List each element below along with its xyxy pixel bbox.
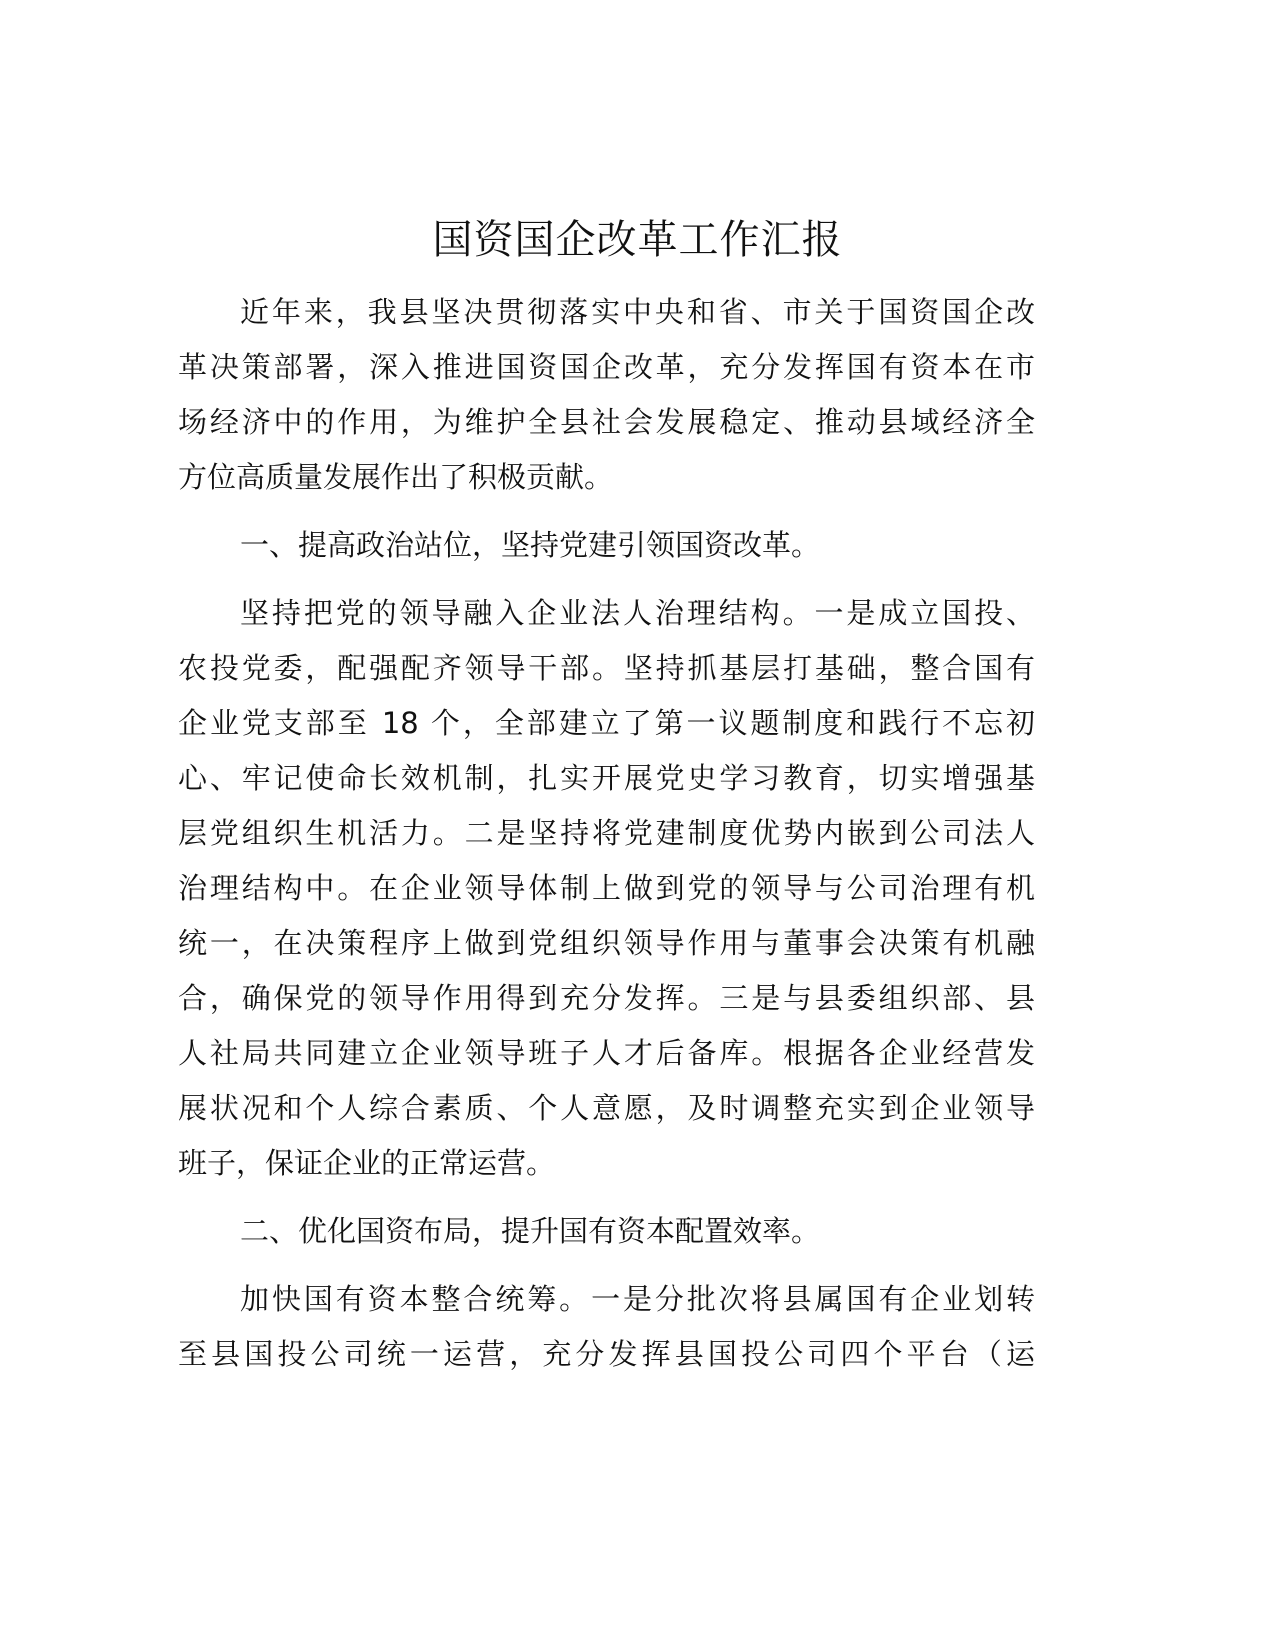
text-line: 展状况和个人综合素质、个人意愿，及时调整充实到企业领导 (178, 1091, 1035, 1125)
text-line: 统一，在决策程序上做到党组织领导作用与董事会决策有机融 (178, 926, 1035, 960)
document-title: 国资国企改革工作汇报 (432, 217, 843, 263)
section-heading (178, 518, 1035, 573)
text-line: 近年来，我县坚决贯彻落实中央和省、市关于国资国企改 (240, 295, 1035, 329)
text-line: 班子，保证企业的正常运营。 (178, 1146, 556, 1180)
text-line: 企业党支部至 18 个，全部建立了第一议题制度和践行不忘初 (178, 706, 1035, 740)
text-line: 层党组织生机活力。二是坚持将党建制度优势内嵌到公司法人 (178, 816, 1035, 850)
text-line: 心、牢记使命长效机制，扎实开展党史学习教育，切实增强基 (178, 761, 1035, 795)
section-heading (178, 1204, 1035, 1259)
text-line: 加快国有资本整合统筹。一是分批次将县属国有企业划转 (240, 1282, 1035, 1316)
text-line: 二、优化国资布局，提升国有资本配置效率。 (240, 1214, 821, 1248)
paragraph (178, 586, 1035, 1191)
text-line: 人社局共同建立企业领导班子人才后备库。根据各企业经营发 (178, 1036, 1035, 1070)
text-line: 坚持把党的领导融入企业法人治理结构。一是成立国投、 (240, 596, 1035, 630)
document-body (178, 285, 1035, 1395)
text-line: 治理结构中。在企业领导体制上做到党的领导与公司治理有机 (178, 871, 1035, 905)
paragraph (178, 285, 1035, 505)
text-line: 农投党委，配强配齐领导干部。坚持抓基层打基础，整合国有 (178, 651, 1035, 685)
paragraph (178, 1272, 1035, 1382)
text-line: 一、提高政治站位，坚持党建引领国资改革。 (240, 528, 821, 562)
text-line: 场经济中的作用，为维护全县社会发展稳定、推动县域经济全 (178, 405, 1035, 439)
text-line: 合，确保党的领导作用得到充分发挥。三是与县委组织部、县 (178, 981, 1035, 1015)
text-line: 革决策部署，深入推进国资国企改革，充分发挥国有资本在市 (178, 350, 1035, 384)
text-line: 至县国投公司统一运营，充分发挥县国投公司四个平台（运 (178, 1337, 1035, 1371)
text-line: 方位高质量发展作出了积极贡献。 (178, 460, 614, 494)
